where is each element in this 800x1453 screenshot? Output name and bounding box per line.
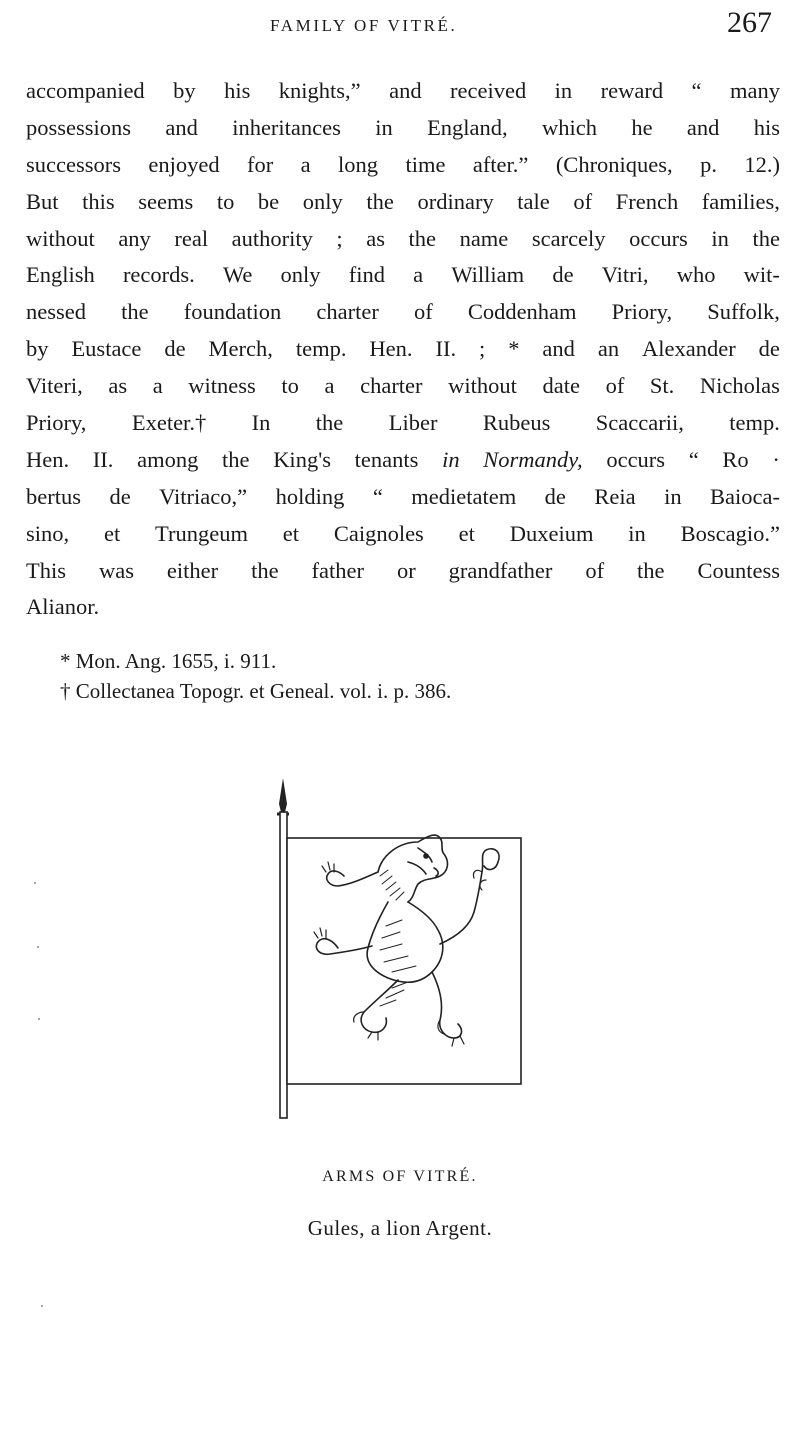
- word: and: [389, 78, 422, 103]
- word: in: [711, 225, 729, 251]
- word: temp.: [729, 410, 780, 436]
- word: by: [173, 78, 196, 103]
- word: or: [396, 557, 416, 583]
- word: et: [458, 520, 475, 546]
- word: *: [508, 336, 520, 362]
- word: only: [280, 262, 321, 288]
- print-speck: [38, 1018, 40, 1020]
- word: authority: [231, 225, 313, 251]
- word: Vitri,: [601, 262, 649, 288]
- word: ordinary: [417, 188, 494, 214]
- word: any: [118, 225, 151, 251]
- word: families,: [701, 188, 780, 214]
- word: father: [311, 557, 365, 583]
- word: Countess: [697, 557, 780, 583]
- word: possessions: [26, 114, 132, 140]
- word: among: [137, 446, 199, 472]
- word: a: [152, 373, 163, 399]
- word: the: [637, 557, 665, 583]
- word: date: [542, 373, 580, 399]
- word: Alexander: [642, 336, 736, 362]
- word: charter: [360, 373, 423, 399]
- word: a: [324, 373, 335, 399]
- word: accompanied: [26, 78, 145, 103]
- spear-tip: [279, 778, 287, 812]
- word: Alianor.: [26, 594, 100, 620]
- word: charter: [316, 299, 379, 325]
- word: “: [691, 78, 702, 103]
- word: bertus: [26, 483, 81, 509]
- word: reward: [600, 78, 664, 103]
- word: de: [758, 336, 780, 362]
- print-speck: [41, 1305, 43, 1307]
- word: Ro: [722, 446, 749, 472]
- word: England,: [427, 114, 508, 140]
- word: the: [121, 299, 149, 325]
- word: Caignoles: [333, 520, 424, 546]
- banner-field: [287, 838, 521, 1084]
- word: in: [442, 446, 460, 472]
- word: Coddenham: [467, 299, 577, 325]
- word: 12.): [744, 151, 780, 177]
- body-line: [26, 371, 780, 408]
- word: this: [82, 188, 115, 214]
- word: Exeter.†: [131, 410, 207, 436]
- word: But: [26, 188, 59, 214]
- word: English: [26, 262, 95, 288]
- word: his: [224, 78, 251, 103]
- word: inheritances: [232, 114, 341, 140]
- word: temp.: [295, 336, 347, 362]
- word: (Chroniques,: [555, 151, 673, 177]
- flag-staff: [280, 812, 287, 1118]
- word: by: [26, 336, 49, 362]
- word: either: [166, 557, 219, 583]
- word: wit-: [743, 262, 780, 288]
- body-text: [26, 76, 780, 629]
- word: foundation: [183, 299, 282, 325]
- word: of: [413, 299, 433, 325]
- word: Nicholas: [699, 373, 780, 399]
- word: King's: [273, 446, 331, 472]
- word: occurs: [629, 225, 688, 251]
- print-speck: [37, 946, 39, 948]
- body-line: [26, 592, 780, 629]
- word: to: [281, 373, 299, 399]
- word: and: [165, 114, 198, 140]
- word: et: [103, 520, 121, 546]
- word: occurs: [606, 446, 666, 472]
- word: II.: [435, 336, 457, 362]
- word: he: [631, 114, 653, 140]
- word: in: [664, 483, 682, 509]
- word: only: [302, 188, 343, 214]
- word: Merch,: [208, 336, 273, 362]
- banner-of-arms-illustration: [268, 776, 530, 1122]
- word: in: [554, 78, 573, 103]
- word: Scaccarii,: [595, 410, 684, 436]
- body-line: [26, 482, 780, 519]
- word: records.: [122, 262, 195, 288]
- word: Rubeus: [482, 410, 551, 436]
- word: time: [405, 151, 446, 177]
- word: name: [459, 225, 509, 251]
- word: Liber: [388, 410, 438, 436]
- running-title: FAMILY OF VITRÉ.: [270, 16, 458, 35]
- word: ;: [336, 225, 343, 251]
- body-line: [26, 297, 780, 334]
- word: real: [174, 225, 209, 251]
- body-line: [26, 224, 780, 261]
- word: Duxeium: [509, 520, 594, 546]
- word: seems: [138, 188, 194, 214]
- word: as: [366, 225, 385, 251]
- word: p.: [700, 151, 717, 177]
- word: to: [216, 188, 235, 214]
- print-speck: [34, 882, 36, 884]
- body-line: [26, 113, 780, 150]
- word: and: [686, 114, 720, 140]
- word: as: [108, 373, 128, 399]
- word: which: [542, 114, 597, 140]
- footnotes: [60, 646, 451, 706]
- word: find: [348, 262, 385, 288]
- word: of: [573, 188, 593, 214]
- word: de: [544, 483, 566, 509]
- word: Baioca-: [710, 483, 780, 509]
- word: grandfather: [448, 557, 553, 583]
- word: Normandy,: [483, 446, 583, 472]
- word: the: [222, 446, 250, 472]
- running-head: [0, 6, 800, 42]
- word: Priory,: [26, 410, 87, 436]
- word: II.: [92, 446, 114, 472]
- word: French: [615, 188, 679, 214]
- body-line: [26, 260, 780, 297]
- word: Viteri,: [26, 373, 83, 399]
- word: Reia: [594, 483, 636, 509]
- word: et: [282, 520, 300, 546]
- body-line: [26, 150, 780, 187]
- word: ·: [772, 446, 780, 472]
- word: Hen.: [26, 446, 70, 472]
- word: the: [408, 225, 437, 251]
- word: the: [315, 410, 344, 436]
- word: a: [413, 262, 424, 288]
- word: sino,: [26, 520, 70, 546]
- word: ;: [479, 336, 486, 362]
- word: medietatem: [411, 483, 517, 509]
- word: the: [366, 188, 394, 214]
- figure-caption: ARMS OF VITRÉ.: [322, 1168, 478, 1185]
- word: This: [26, 557, 67, 583]
- word: after.”: [472, 151, 529, 177]
- word: of: [605, 373, 625, 399]
- word: the: [251, 557, 279, 583]
- page-number: 267: [727, 6, 772, 39]
- word: received: [450, 78, 527, 103]
- body-line: [26, 187, 780, 224]
- word: without: [448, 373, 517, 399]
- word: of: [585, 557, 605, 583]
- word: nessed: [26, 299, 86, 325]
- word: Suffolk,: [707, 299, 780, 325]
- word: de: [109, 483, 131, 509]
- word: Priory,: [611, 299, 673, 325]
- body-line: [26, 334, 780, 371]
- body-line: [26, 76, 780, 113]
- footnote: † Collectanea Topogr. et Geneal. vol. i. p. 386.: [60, 679, 452, 703]
- word: an: [597, 336, 620, 362]
- word: without: [26, 225, 95, 251]
- word: many: [729, 78, 780, 103]
- body-line: [26, 408, 780, 445]
- word: long: [338, 151, 379, 177]
- word: his: [753, 114, 780, 140]
- word: who: [676, 262, 716, 288]
- word: the: [752, 225, 780, 251]
- word: Boscagio.”: [680, 520, 780, 546]
- word: Eustace: [71, 336, 142, 362]
- word: in: [628, 520, 646, 546]
- body-line: [26, 445, 780, 482]
- word: Trungeum: [155, 520, 248, 546]
- word: was: [98, 557, 134, 583]
- word: St.: [649, 373, 675, 399]
- body-line: [26, 556, 780, 593]
- word: Vitriaco,”: [159, 483, 248, 509]
- word: and: [542, 336, 575, 362]
- word: a: [300, 151, 311, 177]
- body-line: [26, 519, 780, 556]
- word: for: [247, 151, 274, 177]
- banner-figure: [268, 776, 530, 1122]
- word: be: [257, 188, 280, 214]
- word: tenants: [354, 446, 419, 472]
- word: de: [164, 336, 186, 362]
- word: scarcely: [531, 225, 606, 251]
- blazon-text: Gules, a lion Argent.: [307, 1216, 493, 1240]
- word: knights,”: [278, 78, 361, 103]
- word: We: [222, 262, 253, 288]
- word: “: [688, 446, 699, 472]
- word: enjoyed: [148, 151, 220, 177]
- word: successors: [26, 151, 121, 177]
- word: “: [372, 483, 383, 509]
- word: tale: [517, 188, 550, 214]
- word: in: [375, 114, 393, 140]
- word: Hen.: [369, 336, 413, 362]
- word: holding: [275, 483, 345, 509]
- word: witness: [188, 373, 256, 399]
- word: In: [251, 410, 271, 436]
- word: de: [552, 262, 574, 288]
- footnote: * Mon. Ang. 1655, i. 911.: [60, 649, 277, 673]
- word: William: [451, 262, 525, 288]
